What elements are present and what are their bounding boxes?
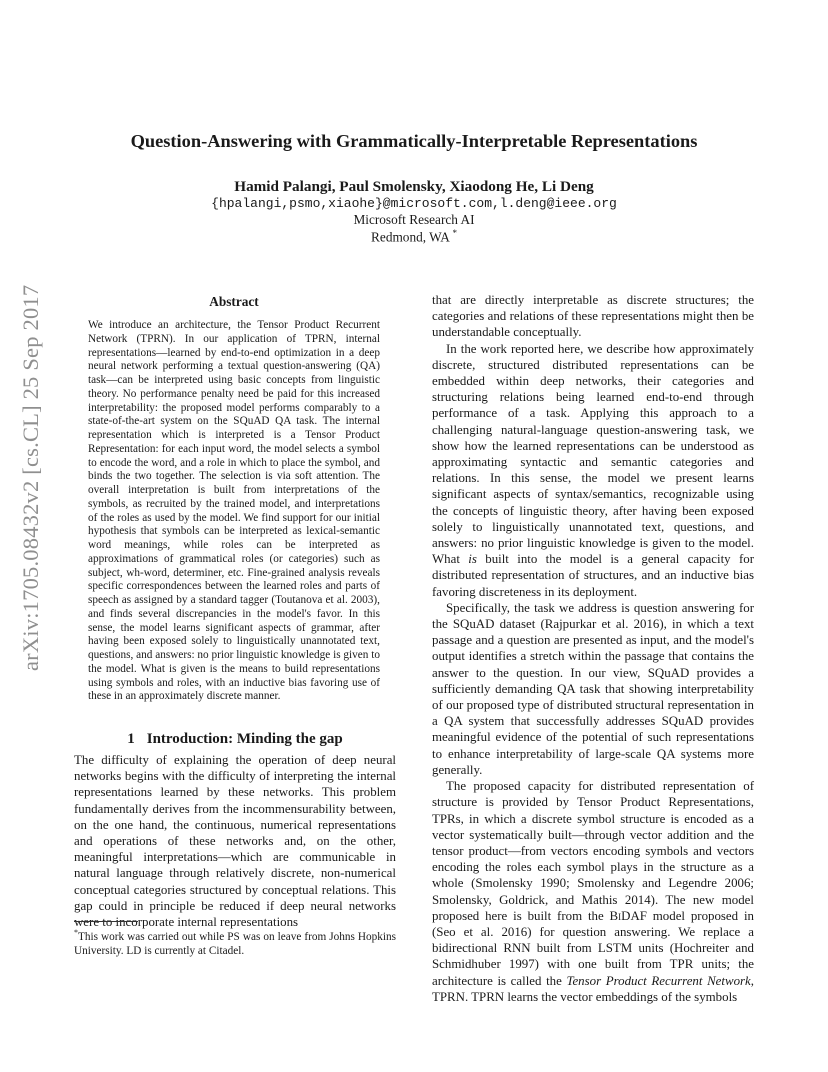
affiliation: Microsoft Research AI xyxy=(353,212,475,227)
location-footnote-mark: * xyxy=(452,228,457,238)
abstract-heading: Abstract xyxy=(209,294,259,309)
footnote-rule xyxy=(74,921,138,922)
right-paragraph-2-part-b: built into the model is a general capacity for distributed representation of structures, and an inductive bias favoring discreteness in its deployment. xyxy=(432,552,754,599)
author-emails: {hpalangi,psmo,xiaohe}@microsoft.com,l.deng@ieee.org xyxy=(211,196,617,211)
right-paragraph-2-part-a: In the work reported here, we describe how approximately discrete, structured distributed representations can be embedded within deep networks, their categories and structuring relations being learned end-to-end through performance of a task. Applying this approach to a challenging natural-language question-answering task, we show how the learned representations can be understood as approximating syntactic and semantic categories and relations. In this sense, the model we present learns significant aspects of syntax/semantics, recognizable using the concepts of linguistic theory, after having been exposed solely to linguistically unannotated text, questions, and answers: no prior linguistic knowledge is given to the model. What xyxy=(432,341,754,567)
right-paragraph-1: that are directly interpretable as discrete structures; the categories and relations of these representations might then be understandable conceptually. xyxy=(432,293,754,340)
location-text: Redmond, WA xyxy=(371,229,450,245)
right-paragraph-3: Specifically, the task we address is question answering for the SQuAD dataset (Rajpurkar et al. 2016), in which a text passage and a question are presented as input, and the model's output identifies a stretch within the passage that contains the answer to the question. In our view, SQuAD provides a sufficiently demanding QA task that showing interpretability of our proposed type of distributed structural representation in a QA system that successfully addresses SQuAD provides meaningful evidence of the potential of such representations to enhance interpretability of large-scale QA systems more generally. xyxy=(432,600,754,777)
section-title: Introduction: Minding the gap xyxy=(146,731,343,747)
right-paragraph-4-part-a: The proposed capacity for distributed representation of structure is provided by Tensor Product Representations, TPRs, in which a discrete symbol structure is encoded as a vector systematically built—through vector addition and the tensor product—from vectors encoding symbols and vectors encoding the roles each symbol plays in the structure as a whole (Smolensky 1990; Smolensky and Legendre 2006; Smolensky, Goldrick, and Mathis 2014). The new model proposed here is built from the xyxy=(432,779,754,923)
intro-paragraph: The difficulty of explaining the operation of deep neural networks begins with the difficulty of interpreting the internal representations learned by these networks. This problem fundamentally derives from the incommensurability between, on the one hand, the continuous, numerical representations and operations of these networks and, on the other, meaningful interpretations—which are communicable in natural language through relatively discrete, non-numerical conceptual categories structured by conceptual relations. This gap could in principle be reduced if deep neural networks were to incorporate internal representations xyxy=(74,753,396,930)
footnote-text: This work was carried out while PS was on leave from Johns Hopkins University. LD is currently at Citadel. xyxy=(74,930,396,957)
right-paragraph-4-part-c: , TPRN. TPRN learns the vector embeddings of the symbols xyxy=(432,973,754,1004)
footnote xyxy=(74,926,396,958)
author-list: Hamid Palangi, Paul Smolensky, Xiaodong He, Li Deng xyxy=(234,178,594,195)
right-column xyxy=(432,292,754,1005)
right-paragraph-4-part-b: model proposed in (Seo et al. 2016) for question answering. We replace a bidirectional RNN built from LSTM units (Hochreiter and Schmidhuber 1997) with one built from TPR units; the architecture is called the xyxy=(432,908,754,988)
footnote-mark: * xyxy=(74,928,78,937)
tprn-name-emphasis: Tensor Product Recurrent Network xyxy=(566,973,751,988)
paper-title: Question-Answering with Grammatically-Interpretable Representations xyxy=(130,131,698,151)
section-heading xyxy=(74,731,396,748)
right-paragraph-4 xyxy=(432,778,754,1005)
section-number: 1 xyxy=(127,731,135,747)
abstract-body: We introduce an architecture, the Tensor Product Recurrent Network (TPRN). In our application of TPRN, internal representations—learned by end-to-end optimization in a deep neural network performing a textual question-answering (QA) task—can be interpreted using basic concepts from linguistic theory. No performance penalty need be paid for this increased interpretability: the proposed model performs comparably to a state-of-the-art system on the SQuAD QA task. The internal representation which is interpreted is a Tensor Product Representation: for each input word, the model selects a symbol to encode the word, and a role in which to place the symbol, and binds the two together. The selection is via soft attention. The overall interpretation is built from interpretations of the symbols, as recruited by the trained model, and interpretations of the roles as used by the model. We find support for our initial hypothesis that symbols can be interpreted as lexical-semantic word meanings, while roles can be interpreted as approximations of grammatical roles (or categories) such as subject, wh-word, determiner, etc. Fine-grained analysis reveals specific correspondences between the learned roles and parts of speech as assigned by a standard tagger (Toutanova et al. 2003), and finds several discrepancies in the model's favor. In this sense, the model learns significant aspects of grammar, after having been exposed solely to linguistically unannotated text, questions, and answers: no prior linguistic knowledge is given to the model. What is given is the means to build representations using symbols and roles, with an inductive bias favoring use of these in an approximately discrete manner. xyxy=(88,319,380,703)
location xyxy=(60,228,768,245)
right-paragraph-2-emphasis: is xyxy=(468,552,477,567)
arxiv-stamp: arXiv:1705.08432v2 [cs.CL] 25 Sep 2017 xyxy=(18,284,43,671)
right-paragraph-2 xyxy=(432,341,754,600)
bidaf-model-name: BiDAF xyxy=(609,908,647,923)
